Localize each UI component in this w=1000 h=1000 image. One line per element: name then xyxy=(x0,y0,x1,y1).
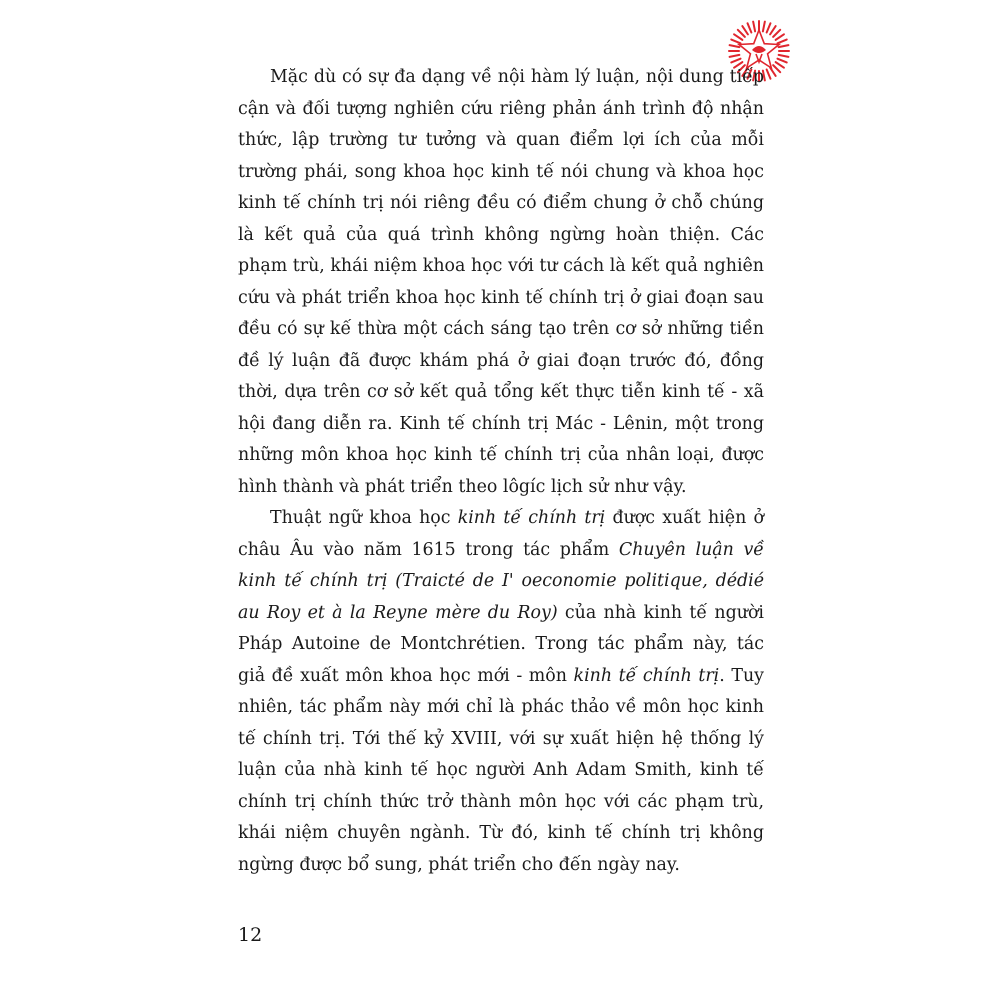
paragraph xyxy=(238,62,764,503)
page-number: 12 xyxy=(238,924,263,946)
text-run: . Tuy nhiên, tác phẩm này mới chỉ là phác thảo về môn học kinh tế chính trị. Tới thế kỷ XVIII, với sự xuất hiện hệ thống lý luận của nhà kinh tế học người Anh Adam Smith, kinh tế chính trị chính thức trở thành môn học với các phạm trù, khái niệm chuyên ngành. Từ đó, kinh tế chính trị không ngừng được bổ sung, phát triển cho đến ngày nay. xyxy=(238,665,764,875)
page-body xyxy=(238,62,764,881)
italic-text-run: kinh tế chính trị xyxy=(457,508,606,528)
text-run: Thuật ngữ khoa học xyxy=(270,508,458,528)
paragraph xyxy=(238,503,764,881)
text-run: Mặc dù có sự đa dạng về nội hàm lý luận, nội dung tiếp cận và đối tượng nghiên cứu riêng phản ánh trình độ nhận thức, lập trường tư tưởng và quan điểm lợi ích của mỗi trường phái, song khoa học kinh tế nói chung và khoa học kinh tế chính trị nói riêng đều có điểm chung ở chỗ chúng là kết quả của quá trình không ngừng hoàn thiện. Các phạm trù, khái niệm khoa học với tư cách là kết quả nghiên cứu và phát triển khoa học kinh tế chính trị ở giai đoạn sau đều có sự kế thừa một cách sáng tạo trên cơ sở những tiền đề lý luận đã được khám phá ở giai đoạn trước đó, đồng thời, dựa trên cơ sở kết quả tổng kết thực tiễn kinh tế - xã hội đang diễn ra. Kinh tế chính trị Mác - Lênin, một trong những môn khoa học kinh tế chính trị của nhân loại, được hình thành và phát triển theo lôgíc lịch sử như vậy. xyxy=(238,67,764,497)
italic-text-run: kinh tế chính trị xyxy=(573,665,720,686)
text-run: của nhà kinh tế người Pháp Autoine de Montchrétien. Trong tác phẩm này, tác giả đề xuất môn khoa học mới - môn xyxy=(238,602,764,686)
italic-text-run: Chuyên luận về kinh tế chính trị (Traicté de I' oeconomie politique, dédié au Roy et à la Reyne mère du Roy) xyxy=(238,539,765,623)
text-run: được xuất hiện ở châu Âu vào năm 1615 trong tác phẩm xyxy=(238,508,764,560)
